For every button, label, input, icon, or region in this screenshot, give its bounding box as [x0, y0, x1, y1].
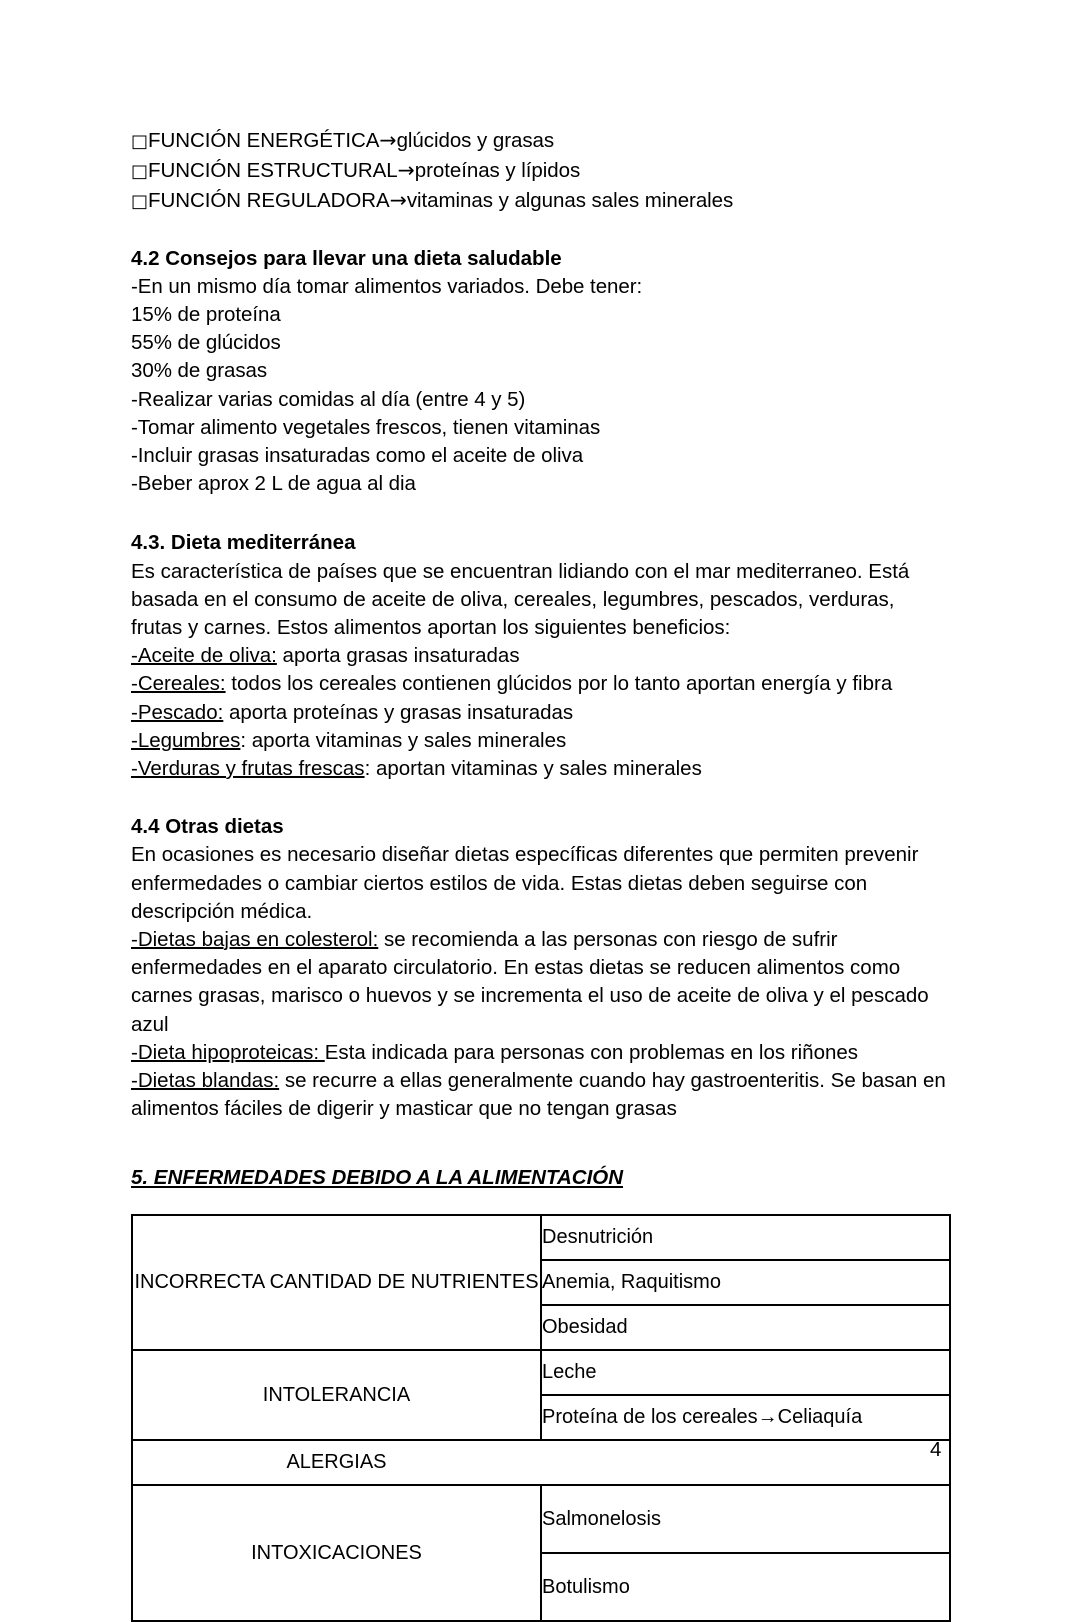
list-item: [131, 186, 949, 216]
function-label: FUNCIÓN ENERGÉTICA: [147, 129, 380, 152]
benefit-text: todos los cereales contienen glúcidos por lo tanto aportan energía y fibra: [225, 672, 893, 696]
text-line: -Incluir grasas insaturadas como el aceite de oliva: [131, 444, 584, 468]
diet-text: se recomienda a las personas con riesgo de sufrir enfermedades en el aparato circulatorio. En estas dietas se reducen alimentos como carnes grasas, marisco o huevos y se incrementa el uso de aceite de oliva y el pescado azul: [131, 928, 929, 1036]
spacer: [131, 783, 949, 813]
table-row: [132, 1350, 950, 1395]
item-cell: Salmonelosis: [541, 1485, 950, 1553]
diet-term: -Dietas blandas:: [131, 1069, 280, 1093]
item-cell: Obesidad: [541, 1305, 950, 1350]
section-heading: 4.2 Consejos para llevar una dieta saludable: [131, 246, 562, 270]
text-line: -En un mismo día tomar alimentos variados. Debe tener:: [131, 274, 643, 298]
benefit-text: : aportan vitaminas y sales minerales: [364, 757, 702, 781]
function-value: vitaminas y algunas sales minerales: [406, 189, 734, 213]
category-label: ALERGIAS: [286, 1451, 387, 1474]
category-cell: INCORRECTA CANTIDAD DE NUTRIENTES: [132, 1215, 541, 1350]
item-cell: Proteína de los cereales→Celiaquía: [541, 1395, 950, 1440]
text-line: -Realizar varias comidas al día (entre 4 y 5): [131, 387, 526, 411]
section-heading: 5. ENFERMEDADES DEBIDO A LA ALIMENTACIÓN: [131, 1165, 624, 1189]
section-5: [131, 1164, 949, 1192]
section-heading: 4.4 Otras dietas: [131, 815, 284, 839]
text-line: 30% de grasas: [131, 359, 268, 383]
spacer: [131, 1124, 949, 1164]
category-cell-full: [132, 1440, 950, 1485]
table-row: [132, 1440, 950, 1485]
section-heading: 4.3. Dieta mediterránea: [131, 531, 356, 555]
arrow-icon: →: [397, 158, 415, 183]
benefit-item: [131, 670, 949, 698]
spacer: [131, 217, 949, 245]
text-line: -Beber aprox 2 L de agua al dia: [131, 472, 416, 496]
benefit-term: -Legumbres: [131, 728, 241, 752]
benefit-text: : aporta vitaminas y sales minerales: [240, 728, 567, 752]
section-4-4: [131, 813, 949, 1123]
section-4-2: [131, 245, 949, 499]
benefit-item: [131, 642, 949, 670]
function-value: glúcidos y grasas: [396, 129, 555, 152]
text-line: 55% de glúcidos: [131, 331, 281, 355]
arrow-icon: →: [379, 128, 397, 152]
diet-item: [131, 1067, 949, 1123]
diet-item: [131, 926, 949, 1039]
section-paragraph: Es característica de países que se encuentran lidiando con el mar mediterraneo. Está basada en el consumo de aceite de oliva, cereales, legumbres, pescados, verduras, frutas y carnes. Estos alimentos aportan los siguientes beneficios:: [131, 559, 910, 640]
text-line: 15% de proteína: [131, 303, 281, 327]
benefit-term: -Cereales:: [131, 672, 226, 696]
benefit-term: -Aceite de oliva:: [131, 644, 277, 668]
table-row: [132, 1485, 950, 1553]
spacer: [131, 498, 949, 529]
arrow-icon: →: [389, 188, 407, 213]
benefit-item: [131, 755, 949, 783]
list-item: [131, 156, 949, 186]
functions-list: [131, 126, 949, 217]
function-label: FUNCIÓN ESTRUCTURAL: [147, 159, 398, 183]
category-cell: INTOLERANCIA: [132, 1350, 541, 1440]
section-4-3: [131, 529, 949, 783]
item-cell: Anemia, Raquitismo: [541, 1260, 950, 1305]
square-bullet-icon: □: [131, 191, 148, 213]
diet-term: -Dietas bajas en colesterol:: [131, 928, 379, 952]
function-label: FUNCIÓN REGULADORA: [147, 189, 390, 213]
benefit-term: -Verduras y frutas frescas: [131, 757, 365, 781]
diet-text: Esta indicada para personas con problemas en los riñones: [324, 1040, 859, 1064]
benefit-item: [131, 699, 949, 727]
benefit-term: -Pescado:: [131, 700, 224, 724]
text-line: -Tomar alimento vegetales frescos, tienen vitaminas: [131, 415, 601, 439]
list-item: [131, 126, 949, 156]
function-value: proteínas y lípidos: [414, 159, 581, 183]
benefit-text: aporta proteínas y grasas insaturadas: [223, 700, 574, 724]
category-cell: INTOXICACIONES: [132, 1485, 541, 1621]
diet-item: [131, 1039, 949, 1067]
page-content: [131, 126, 949, 1622]
item-cell: Botulismo: [541, 1553, 950, 1621]
square-bullet-icon: □: [131, 161, 148, 183]
item-cell: Desnutrición: [541, 1215, 950, 1260]
item-cell: Leche: [541, 1350, 950, 1395]
table-row: [132, 1215, 950, 1260]
section-paragraph: En ocasiones es necesario diseñar dietas específicas diferentes que permiten prevenir enfermedades o cambiar ciertos estilos de vida. Estas dietas deben seguirse con descripción médica.: [131, 843, 919, 923]
page-number: 4: [930, 1438, 942, 1461]
diet-term: -Dieta hipoproteicas:: [131, 1040, 325, 1064]
benefit-text: aporta grasas insaturadas: [276, 644, 520, 668]
diseases-table: [131, 1214, 951, 1622]
diet-text: se recurre a ellas generalmente cuando hay gastroenteritis. Se basan en alimentos fáciles de digerir y masticar que no tengan grasas: [131, 1069, 946, 1121]
square-bullet-icon: □: [131, 131, 148, 152]
benefit-item: [131, 727, 949, 755]
